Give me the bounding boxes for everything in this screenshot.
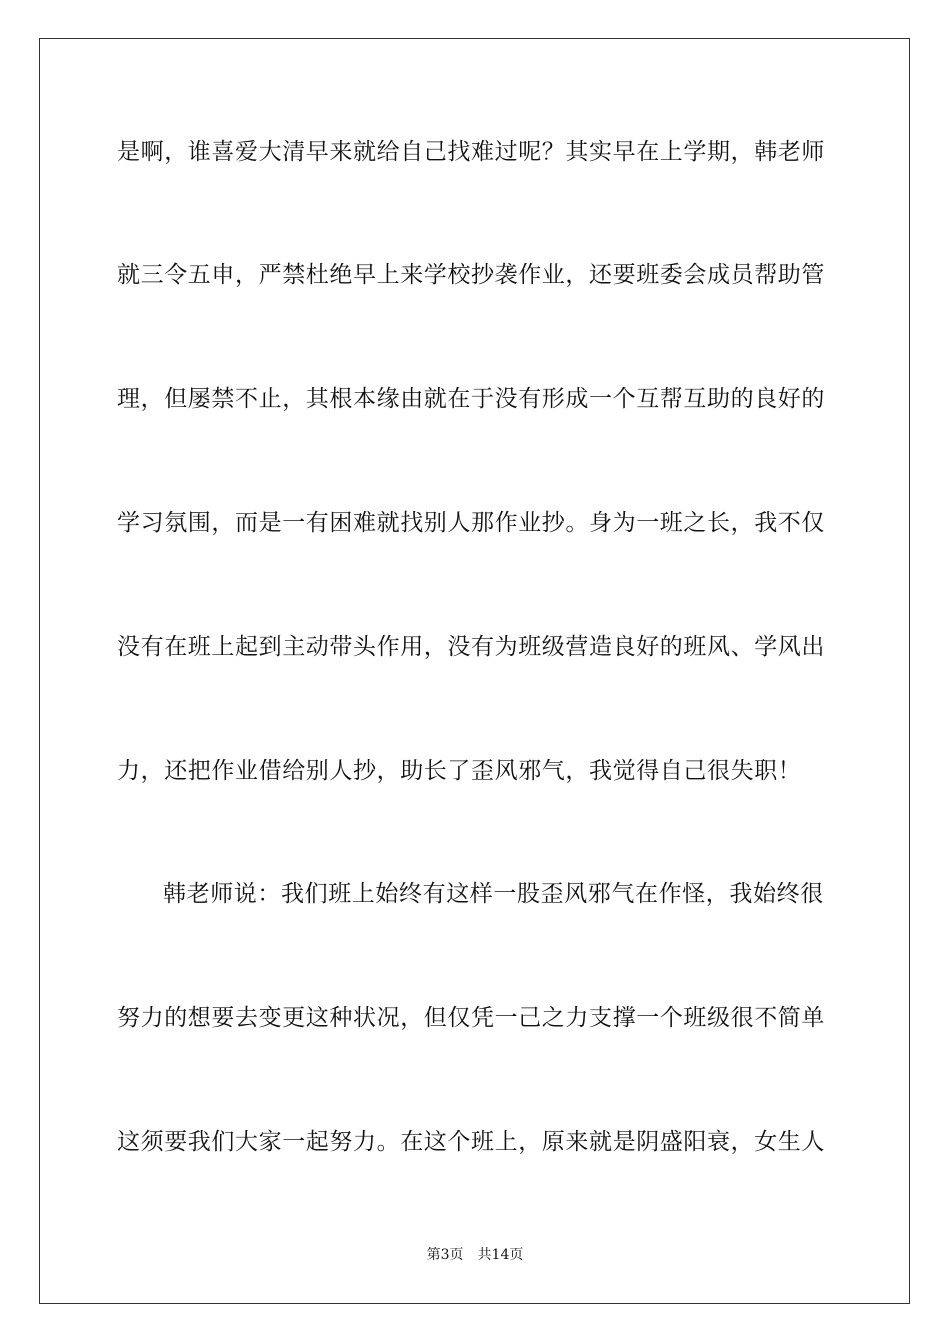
- body-line-5: 没有在班上起到主动带头作用，没有为班级营造良好的班风、学风出: [117, 634, 825, 660]
- page-total: 共14页: [477, 1247, 524, 1263]
- body-line-8: 努力的想要去变更这种状况，但仅凭一己之力支撑一个班级很不简单: [117, 1005, 825, 1031]
- body-line-4: 学习氛围，而是一有困难就找别人那作业抄。身为一班之长，我不仅: [117, 510, 825, 536]
- body-line-7: 韩老师说：我们班上始终有这样一股歪风邪气在作怪，我始终很: [163, 881, 824, 907]
- page-border: [39, 38, 910, 1304]
- body-line-6: 力，还把作业借给别人抄，助长了歪风邪气，我觉得自己很失职！: [117, 758, 802, 784]
- page-number: 第3页: [426, 1247, 464, 1263]
- body-line-2: 就三令五申，严禁杜绝早上来学校抄袭作业，还要班委会成员帮助管: [117, 262, 825, 288]
- page-footer: [0, 1246, 950, 1264]
- body-line-9: 这须要我们大家一起努力。在这个班上，原来就是阴盛阳衰，女生人: [117, 1129, 825, 1155]
- body-line-3: 理，但屡禁不止，其根本缘由就在于没有形成一个互帮互助的良好的: [117, 386, 825, 412]
- body-line-1: 是啊，谁喜爱大清早来就给自己找难过呢？其实早在上学期，韩老师: [117, 139, 825, 165]
